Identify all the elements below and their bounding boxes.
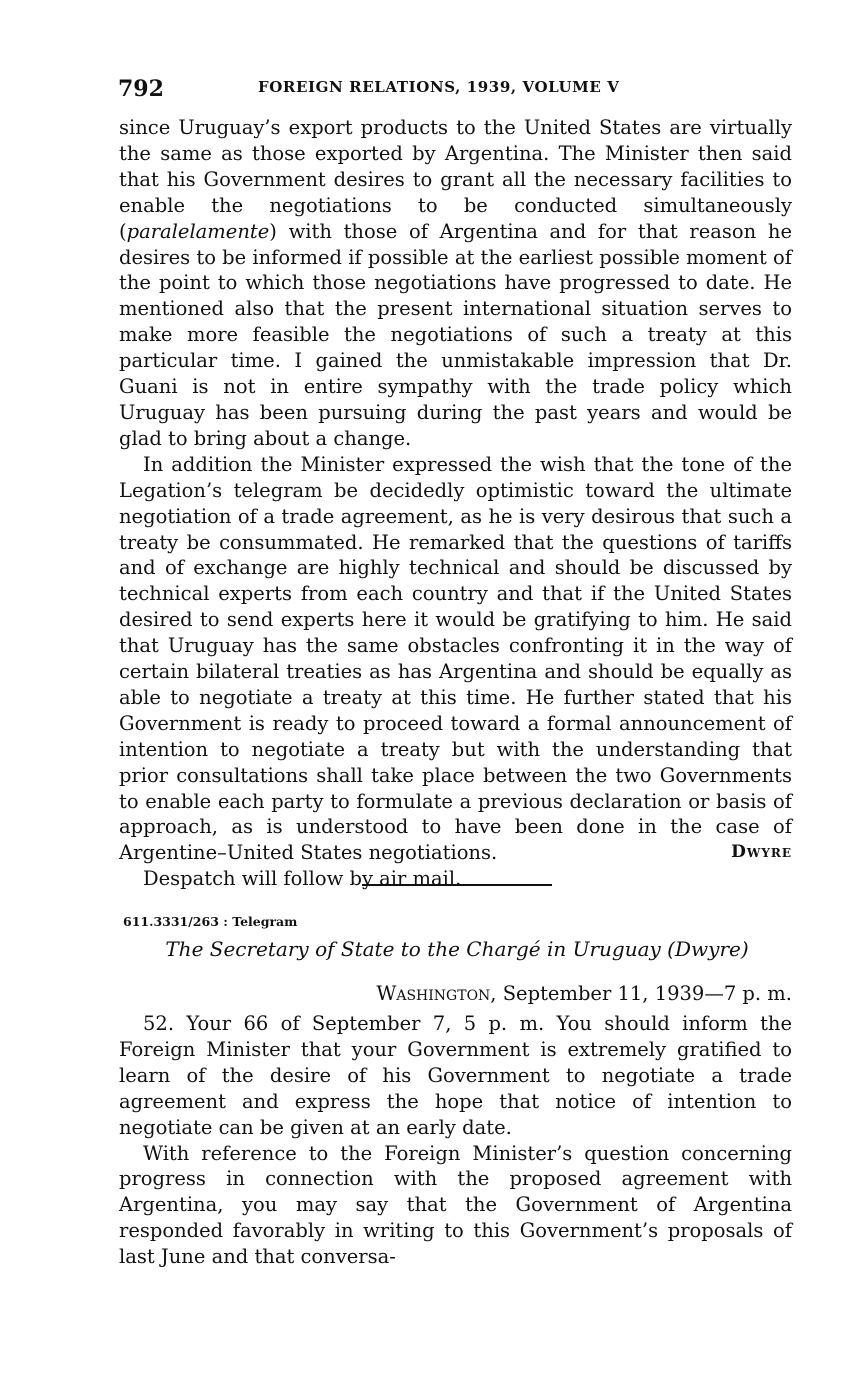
- signature: Dwyre: [731, 842, 792, 862]
- paragraph-minister-wish: In addition the Minister expressed the wish that the tone of the Legation’s telegram be decidedly optimistic toward the ultimate negotiation of a trade agreement, as he is very desirous that such a treaty be consummated. He remarked that the questions of tariffs and of exchange are highly technical and should be discussed by technical experts from each country and that if the United States desired to send experts here it would be gratifying to him. He said that Uruguay has the same obstacles confronting it in the way of certain bilateral treaties as has Argentina and should be equally as able to negotiate a treaty at this time. He further stated that his Government is ready to proceed toward a formal announcement of intention to negotiate a treaty but with the understanding that prior consultations shall take place between the two Governments to enable each party to formulate a previous declaration or basis of approach, as is understood to have been done in the case of Argentine–United States negotiations.: [119, 452, 792, 865]
- section-divider: [362, 884, 552, 886]
- paragraph-argentina-progress: With reference to the Foreign Minister’s question concerning progress in connection with the proposed agreement with Argentina, you may say that the Government of Argentina responded favorably in writing to this Government’s proposals of last June and that conversa-: [119, 1141, 792, 1269]
- file-reference: 611.3331/263 : Telegram: [123, 914, 298, 929]
- title-recipient: Dwyre: [674, 937, 741, 961]
- dateline-place: Washington: [376, 982, 491, 1005]
- paragraph-text: since Uruguay’s export products to the United States are virtually the same as those exported by Argentina. The Minister then said that his Government desires to grant all the necessary facilities to enable the negotiations to be conducted simultaneously (: [119, 116, 792, 243]
- telegram-text: [119, 1011, 792, 1270]
- title-text: The Secretary of State to the Chargé in Uruguay (: [165, 937, 675, 961]
- paragraph-reply: 52. Your 66 of September 7, 5 p. m. You should inform the Foreign Minister that your Government is extremely gratified to learn of the desire of his Government to negotiate a trade agreement and express the hope that notice of intention to negotiate can be given at an early date.: [119, 1012, 792, 1139]
- continued-telegram-text: [119, 115, 792, 892]
- running-title: FOREIGN RELATIONS, 1939, VOLUME V: [258, 78, 620, 96]
- paragraph-text: ) with those of Argentina and for that reason he desires to be informed if possible at the earliest possible moment of the point to which those negotiations have progressed to date. He mentioned also that the present international situation serves to make more feasible the negotiations of such a treaty at this particular time. I gained the unmistakable impression that Dr. Guani is not in entire sympathy with the trade policy which Uruguay has been pursuing during the past years and would be glad to bring about a change.: [119, 219, 792, 450]
- page-number: 792: [118, 76, 164, 102]
- italic-term: paralelamente: [126, 219, 270, 243]
- title-text-end: ): [740, 937, 749, 961]
- document-title: [123, 937, 791, 961]
- running-head: [118, 76, 796, 104]
- dateline-date: , September 11, 1939—7 p. m.: [490, 982, 792, 1005]
- paragraph-despatch: Despatch will follow by air mail.: [143, 867, 462, 891]
- paragraph-continuation: [119, 115, 792, 452]
- dateline: [300, 982, 792, 1005]
